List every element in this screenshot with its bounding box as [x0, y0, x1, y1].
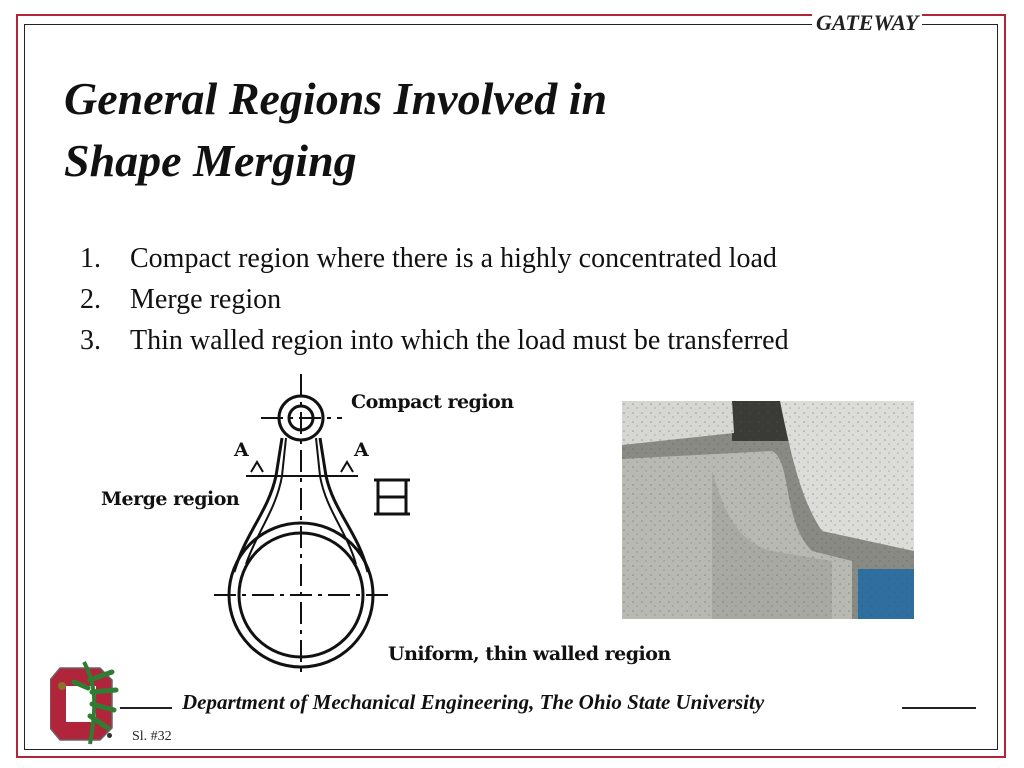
- slide-title: [64, 68, 784, 192]
- section-marker-left: A: [234, 439, 249, 461]
- regions-list: [80, 238, 789, 361]
- section-marker-right: A: [354, 439, 369, 461]
- list-item-number: 2.: [80, 284, 101, 315]
- thin-walled-region-label: Uniform, thin walled region: [388, 643, 671, 665]
- i-beam-section: [374, 480, 410, 514]
- slide-number: Sl. #32: [132, 729, 172, 744]
- list-item-text: Thin walled region into which the load must be transferred: [130, 325, 789, 356]
- footer-department: Department of Mechanical Engineering, The Ohio State University: [182, 690, 765, 714]
- list-item-number: 1.: [80, 243, 101, 274]
- footer-rule-right: [902, 707, 976, 709]
- list-item-text: Merge region: [130, 284, 282, 315]
- section-arrow-right: [341, 462, 353, 472]
- footer-rule-left: [120, 707, 172, 709]
- list-item: [80, 238, 789, 279]
- section-arrow-left: [251, 462, 263, 472]
- connecting-rod-diagram: [96, 372, 686, 672]
- slide-number-bullet: [107, 733, 112, 738]
- merged-part-photo: [622, 401, 914, 619]
- list-item: [80, 320, 789, 361]
- list-item-text: Compact region where there is a highly concentrated load: [130, 243, 777, 274]
- gateway-brand: GATEWAY: [812, 10, 922, 36]
- list-item-number: 3.: [80, 325, 101, 356]
- title-line-1: General Regions Involved in: [64, 73, 608, 124]
- title-line-2: Shape Merging: [64, 135, 357, 186]
- compact-region-label: Compact region: [351, 391, 514, 413]
- merge-region-label: Merge region: [101, 488, 240, 510]
- list-item: [80, 279, 789, 320]
